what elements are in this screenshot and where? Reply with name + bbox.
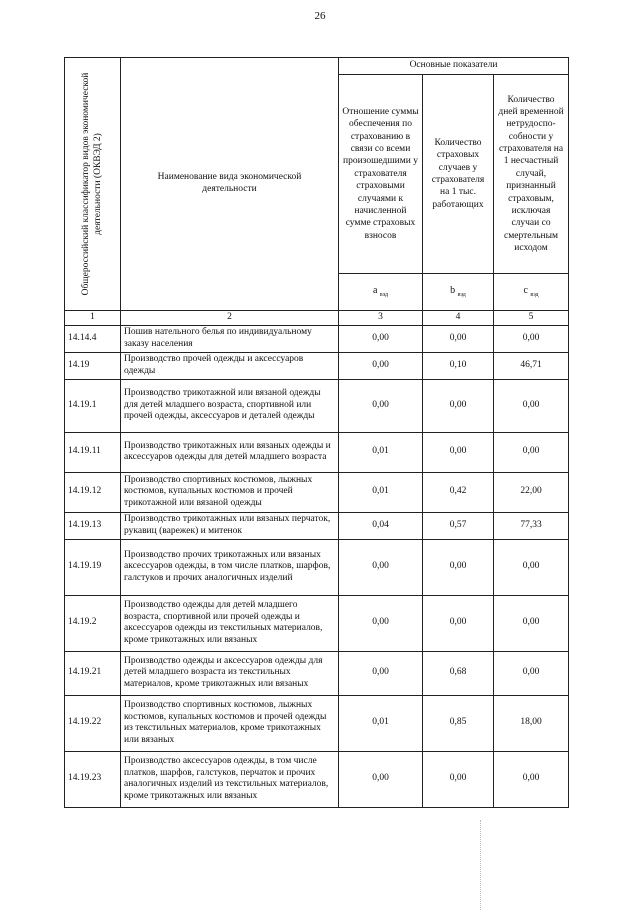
table-row [65, 472, 569, 512]
row-code: 14.19.12 [65, 472, 121, 512]
row-code: 14.19.22 [65, 695, 121, 751]
row-name: Производство одежды и аксессуаров одежды для детей младшего возраста из текстильных материалов, кроме трикотажных или вязаных [121, 651, 339, 695]
table-row [65, 751, 569, 807]
row-value-a: 0,00 [339, 651, 423, 695]
row-value-a: 0,04 [339, 512, 423, 539]
table-row [65, 695, 569, 751]
column-number-5: 5 [494, 311, 569, 326]
row-code: 14.19.21 [65, 651, 121, 695]
row-value-c: 22,00 [494, 472, 569, 512]
row-code: 14.19.19 [65, 539, 121, 595]
row-value-a: 0,01 [339, 472, 423, 512]
row-name: Производство трикотажной или вязаной одежды для детей младшего возраста, спортивной или прочей одежды, аксессуаров и деталей одежды [121, 379, 339, 432]
header-col-b: Количество страховых случаев у страхователя на 1 тыс. работающих [423, 75, 494, 274]
row-value-b: 0,00 [423, 325, 494, 352]
symbol-b-sub: вэд [457, 291, 466, 298]
row-code: 14.19.1 [65, 379, 121, 432]
row-value-c: 18,00 [494, 695, 569, 751]
column-number-1: 1 [65, 311, 121, 326]
row-value-c: 0,00 [494, 539, 569, 595]
row-value-b: 0,00 [423, 751, 494, 807]
column-number-3: 3 [339, 311, 423, 326]
row-value-c: 0,00 [494, 751, 569, 807]
row-value-c: 0,00 [494, 325, 569, 352]
row-code: 14.19 [65, 352, 121, 379]
table-row [65, 352, 569, 379]
row-name: Производство трикотажных или вязаных одежды и аксессуаров одежды для детей младшего возраста [121, 432, 339, 472]
insurance-indicators-table [64, 57, 569, 808]
row-value-c: 0,00 [494, 651, 569, 695]
column-number-4: 4 [423, 311, 494, 326]
row-value-a: 0,00 [339, 595, 423, 651]
header-activity-name: Наименование вида экономической деятельности [121, 58, 339, 311]
table-row [65, 651, 569, 695]
row-name: Производство спортивных костюмов, лыжных костюмов, купальных костюмов и прочей одежды из текстильных материалов, кроме трикотажных или вязаных [121, 695, 339, 751]
row-name: Производство трикотажных или вязаных перчаток, рукавиц (варежек) и митенок [121, 512, 339, 539]
row-name: Производство спортивных костюмов, лыжных костюмов, купальных костюмов и прочей трикотажной или вязаной одежды [121, 472, 339, 512]
header-col-c: Количество дней временной нетрудоспо-собности у страхователя на 1 несчастный случай, признанный страховым, исключая случаи со смертельным исходом [494, 75, 569, 274]
header-classifier [65, 58, 121, 311]
row-code: 14.19.2 [65, 595, 121, 651]
row-value-a: 0,01 [339, 432, 423, 472]
symbol-c: c [523, 284, 528, 296]
row-value-a: 0,00 [339, 325, 423, 352]
symbol-a: a [372, 284, 378, 296]
row-value-b: 0,68 [423, 651, 494, 695]
symbol-c-sub: вэд [530, 291, 539, 298]
column-number-2: 2 [121, 311, 339, 326]
page-number: 26 [314, 10, 326, 22]
scan-artifact-line [480, 820, 482, 910]
header-main-indicators: Основные показатели [339, 58, 569, 75]
row-code: 14.19.23 [65, 751, 121, 807]
table-row [65, 325, 569, 352]
row-name: Производство прочих трикотажных или вязаных аксессуаров одежды, в том числе платков, шарфов, галстуков и прочих аналогичных изделий [121, 539, 339, 595]
row-value-b: 0,85 [423, 695, 494, 751]
table-row [65, 432, 569, 472]
row-name: Производство прочей одежды и аксессуаров одежды [121, 352, 339, 379]
row-value-b: 0,00 [423, 539, 494, 595]
row-value-a: 0,00 [339, 539, 423, 595]
symbol-b: b [450, 284, 456, 296]
row-value-c: 46,71 [494, 352, 569, 379]
row-value-a: 0,00 [339, 352, 423, 379]
row-value-c: 77,33 [494, 512, 569, 539]
row-value-a: 0,00 [339, 379, 423, 432]
row-value-c: 0,00 [494, 432, 569, 472]
header-col-a: Отношение суммы обеспечения по страхованию в связи со всеми произошедшими у страхователя страховыми случаями к начисленной сумме страховых взносов [339, 75, 423, 274]
row-value-c: 0,00 [494, 595, 569, 651]
row-name: Пошив нательного белья по индивидуальному заказу населения [121, 325, 339, 352]
row-value-a: 0,00 [339, 751, 423, 807]
row-name: Производство аксессуаров одежды, в том числе платков, шарфов, галстуков, перчаток и прочих аналогичных изделий из текстильных материалов, кроме трикотажных или вязаных [121, 751, 339, 807]
header-classifier-text: Общероссийский классификатор видов экономической деятельности (ОКВЭД 2) [80, 72, 103, 296]
row-name: Производство одежды для детей младшего возраста, спортивной или прочей одежды и аксессуаров одежды из текстильных материалов, кроме трикотажных или вязаных [121, 595, 339, 651]
symbol-a-sub: вэд [379, 291, 389, 298]
header-symbol-c [494, 274, 569, 311]
row-code: 14.19.11 [65, 432, 121, 472]
header-symbol-b [423, 274, 494, 311]
row-value-b: 0,57 [423, 512, 494, 539]
row-value-b: 0,10 [423, 352, 494, 379]
row-value-b: 0,00 [423, 432, 494, 472]
row-value-b: 0,00 [423, 595, 494, 651]
row-code: 14.14.4 [65, 325, 121, 352]
table-row [65, 595, 569, 651]
row-value-a: 0,01 [339, 695, 423, 751]
row-code: 14.19.13 [65, 512, 121, 539]
table-row [65, 539, 569, 595]
row-value-c: 0,00 [494, 379, 569, 432]
row-value-b: 0,00 [423, 379, 494, 432]
table-row [65, 379, 569, 432]
row-value-b: 0,42 [423, 472, 494, 512]
header-symbol-a [339, 274, 423, 311]
table-row [65, 512, 569, 539]
